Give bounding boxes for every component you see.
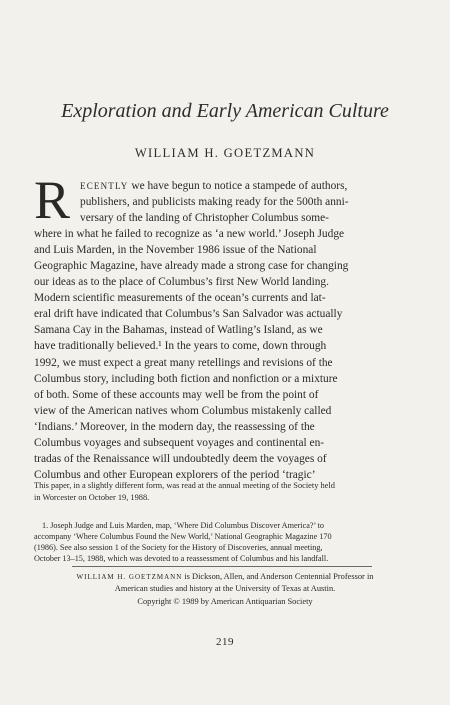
footnote-line: 1. Joseph Judge and Luis Marden, map, ‘Where Did Columbus Discover America?’ to — [42, 521, 325, 530]
footnote-line: This paper, in a slightly different form, was read at the annual meeting of the Society held — [34, 481, 335, 490]
body-line: our ideas as to the place of Columbus’s first New World landing. — [34, 276, 329, 289]
body-line — [34, 178, 416, 194]
body-line: have traditionally believed.¹ In the years to come, down through — [34, 340, 327, 353]
body-line: versary of the landing of Christopher Columbus some- — [80, 212, 329, 225]
body-line: eral drift have indicated that Columbus’s San Salvador was actually — [34, 308, 343, 321]
bio-line: American studies and history at the University of Texas at Austin. — [114, 584, 336, 594]
bio-line — [34, 571, 416, 583]
article-title: Exploration and Early American Culture — [61, 100, 389, 122]
body-line: Columbus and other European explorers of the period ‘tragic’ — [34, 468, 316, 481]
footnote-line: in Worcester on October 19, 1988. — [34, 492, 150, 502]
separator-rule — [72, 566, 372, 567]
drop-cap: R — [34, 170, 71, 230]
body-line: tradas of the Renaissance will undoubtedly deem the voyages of — [34, 452, 327, 465]
bio-name: WILLIAM H. GOETZMANN — [76, 573, 183, 581]
article-author: WILLIAM H. GOETZMANN — [134, 146, 316, 160]
footnote-presentation-note — [34, 480, 416, 503]
body-line: Modern scientific measurements of the ocean’s currents and lat- — [34, 292, 326, 305]
body-line: Columbus story, including both fiction and nonfiction or a mixture — [34, 372, 338, 385]
body-line: where in what he failed to recognize as ‘a new world.’ Joseph Judge — [34, 228, 345, 241]
body-line: Geographic Magazine, have already made a strong case for changing — [34, 260, 349, 273]
footnote-line: October 13–15, 1988, which was devoted to a reassessment of Columbus and his landfall. — [34, 554, 329, 563]
body-line: ‘Indians.’ Moreover, in the modern day, the reassessing of the — [34, 420, 315, 433]
body-line: 1992, we must expect a great many retellings and revisions of the — [34, 356, 333, 369]
footnote-1 — [34, 520, 416, 564]
body-line-text: we have begun to notice a stampede of authors, — [128, 180, 348, 192]
body-line: Samana Cay in the Bahamas, instead of Watling’s Island, as we — [34, 324, 323, 337]
footnote-line: accompany ‘Where Columbus Found the New World,’ National Geographic Magazine 170 — [34, 532, 332, 541]
page-number: 219 — [216, 636, 234, 648]
bio-text: is Dickson, Allen, and Anderson Centennial Professor in — [182, 572, 374, 581]
copyright-notice: Copyright © 1989 by American Antiquarian Society — [137, 597, 313, 606]
body-line: Columbus voyages and subsequent voyages and continental en- — [34, 436, 325, 449]
body-line: of both. Some of these accounts may well be from the point of — [34, 388, 319, 401]
author-bio — [34, 571, 416, 594]
body-line: publishers, and publicists making ready for the 500th anni- — [80, 196, 349, 209]
body-line: and Luis Marden, in the November 1986 issue of the National — [34, 244, 317, 257]
footnote-line: (1986). See also session 1 of the Society for the History of Discoveries, annual meeting, — [34, 543, 323, 552]
lead-small-caps: ECENTLY — [80, 181, 129, 191]
body-line: view of the American natives whom Columbus mistakenly called — [34, 404, 332, 417]
article-body — [34, 170, 416, 483]
